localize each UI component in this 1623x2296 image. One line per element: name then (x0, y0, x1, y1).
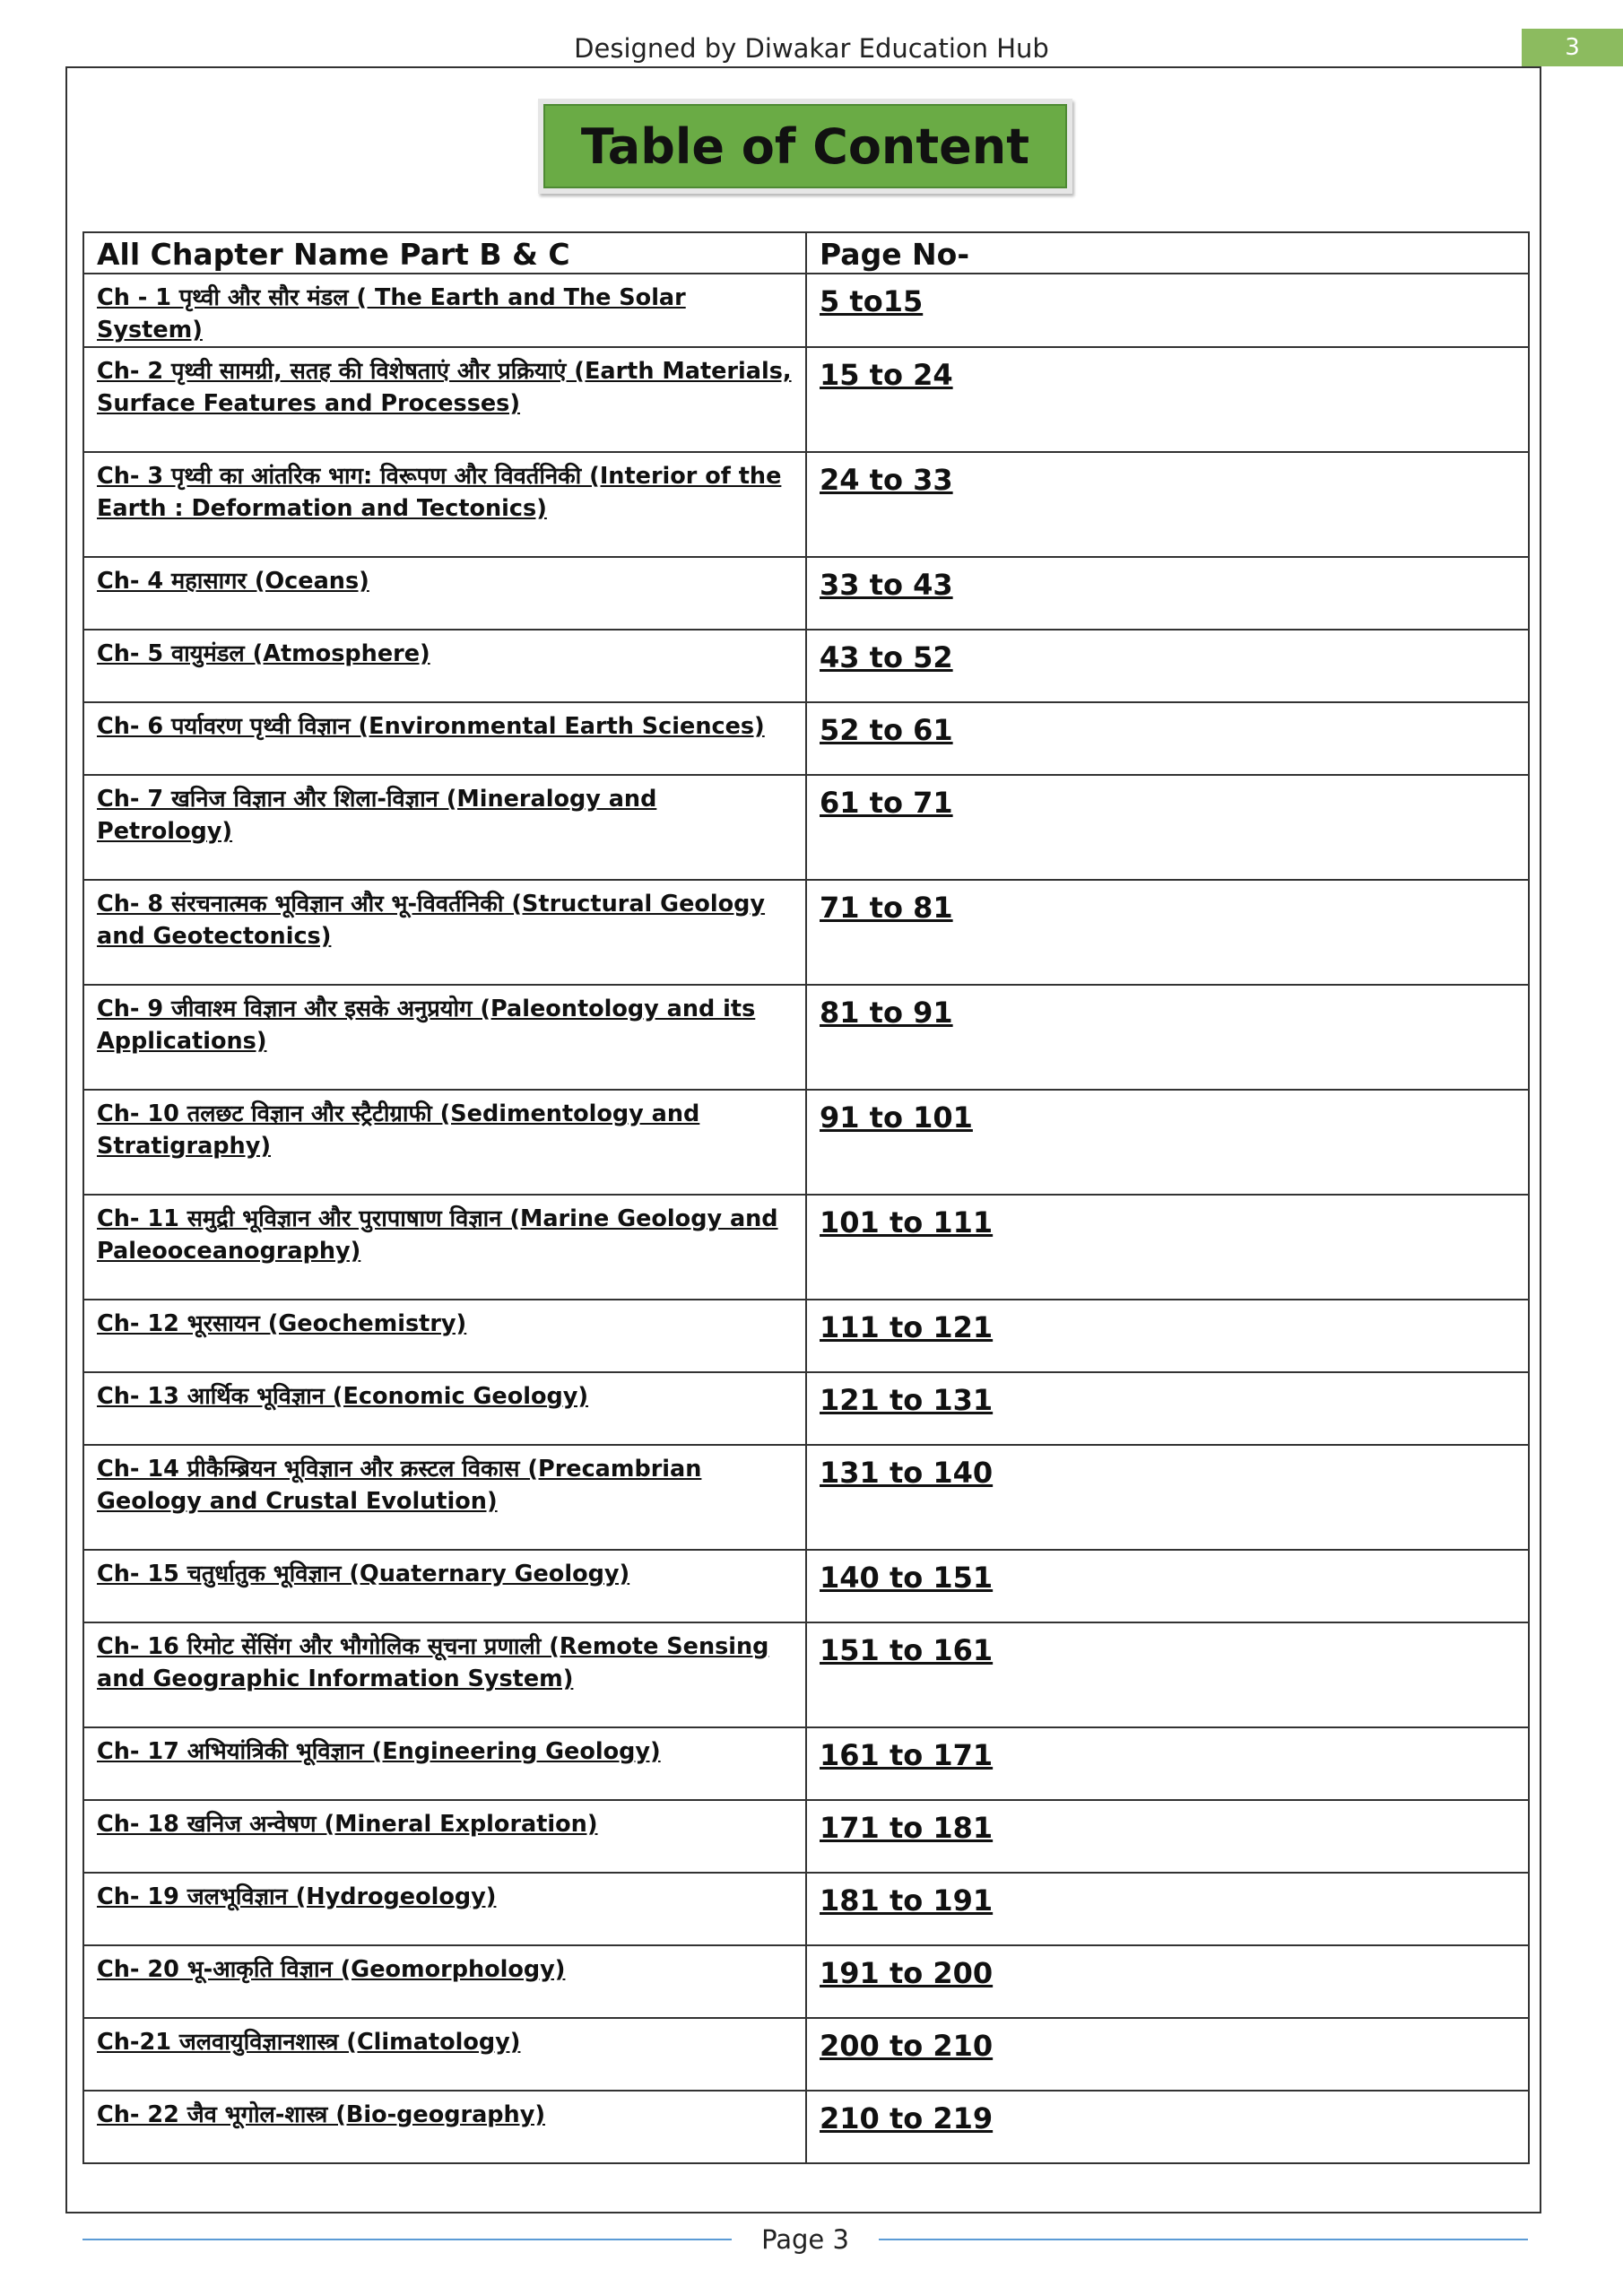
chapter-link[interactable]: Ch - 1 पृथ्वी और सौर मंडल ( The Earth and The Solar System) (83, 274, 806, 347)
footer-divider-right (879, 2239, 1528, 2240)
chapter-link[interactable]: Ch- 9 जीवाश्म विज्ञान और इसके अनुप्रयोग (Paleontology and its Applications) (83, 985, 806, 1090)
table-row (83, 1873, 1529, 1945)
table-row (83, 1300, 1529, 1372)
table-row (83, 2091, 1529, 2163)
table-row (83, 452, 1529, 557)
chapter-link[interactable]: Ch- 3 पृथ्वी का आंतरिक भाग: विरूपण और विवर्तनिकी (Interior of the Earth : Deformation and Tectonics) (83, 452, 806, 557)
chapter-link[interactable]: Ch- 14 प्रीकैम्ब्रियन भूविज्ञान और क्रस्टल विकास (Precambrian Geology and Crustal Evolution) (83, 1445, 806, 1550)
chapter-link[interactable]: Ch- 7 खनिज विज्ञान और शिला-विज्ञान (Mineralogy and Petrology) (83, 775, 806, 880)
table-row (83, 274, 1529, 347)
page-range-link[interactable]: 61 to 71 (806, 775, 1529, 880)
chapter-link[interactable]: Ch- 11 समुद्री भूविज्ञान और पुरापाषाण विज्ञान (Marine Geology and Paleooceanography) (83, 1195, 806, 1300)
page-range-link[interactable]: 24 to 33 (806, 452, 1529, 557)
chapter-link[interactable]: Ch- 20 भू-आकृति विज्ञान (Geomorphology) (83, 1945, 806, 2018)
chapter-link[interactable]: Ch- 6 पर्यावरण पृथ्वी विज्ञान (Environmental Earth Sciences) (83, 702, 806, 775)
chapter-link[interactable]: Ch- 2 पृथ्वी सामग्री, सतह की विशेषताएं और प्रक्रियाएं (Earth Materials, Surface Features and Processes) (83, 347, 806, 452)
table-row (83, 1195, 1529, 1300)
table-row (83, 1090, 1529, 1195)
page-range-link[interactable]: 121 to 131 (806, 1372, 1529, 1445)
table-row (83, 1727, 1529, 1800)
page-range-link[interactable]: 43 to 52 (806, 630, 1529, 702)
chapter-link[interactable]: Ch- 5 वायुमंडल (Atmosphere) (83, 630, 806, 702)
page-range-link[interactable]: 71 to 81 (806, 880, 1529, 985)
chapter-link[interactable]: Ch- 18 खनिज अन्वेषण (Mineral Exploration) (83, 1800, 806, 1873)
chapter-link[interactable]: Ch-21 जलवायुविज्ञानशास्त्र (Climatology) (83, 2018, 806, 2091)
table-row (83, 630, 1529, 702)
page-range-link[interactable]: 191 to 200 (806, 1945, 1529, 2018)
table-row (83, 775, 1529, 880)
table-row (83, 985, 1529, 1090)
chapter-link[interactable]: Ch- 19 जलभूविज्ञान (Hydrogeology) (83, 1873, 806, 1945)
page-number-badge: 3 (1522, 29, 1623, 66)
table-row (83, 880, 1529, 985)
table-row (83, 557, 1529, 630)
header-page-no: Page No- (806, 232, 1529, 274)
page-range-link[interactable]: 171 to 181 (806, 1800, 1529, 1873)
title-banner (538, 99, 1072, 194)
table-row (83, 1622, 1529, 1727)
page-title: Table of Content (543, 104, 1067, 188)
chapter-link[interactable]: Ch- 10 तलछट विज्ञान और स्ट्रैटीग्राफी (Sedimentology and Stratigraphy) (83, 1090, 806, 1195)
page-range-link[interactable]: 33 to 43 (806, 557, 1529, 630)
page-range-link[interactable]: 200 to 210 (806, 2018, 1529, 2091)
page-range-link[interactable]: 131 to 140 (806, 1445, 1529, 1550)
page-range-link[interactable]: 91 to 101 (806, 1090, 1529, 1195)
page-range-link[interactable]: 181 to 191 (806, 1873, 1529, 1945)
table-row (83, 702, 1529, 775)
chapter-link[interactable]: Ch- 4 महासागर (Oceans) (83, 557, 806, 630)
toc-table (82, 231, 1530, 2164)
page-range-link[interactable]: 81 to 91 (806, 985, 1529, 1090)
header-chapter-name: All Chapter Name Part B & C (83, 232, 806, 274)
chapter-link[interactable]: Ch- 17 अभियांत्रिकी भूविज्ञान (Engineering Geology) (83, 1727, 806, 1800)
chapter-link[interactable]: Ch- 12 भूरसायन (Geochemistry) (83, 1300, 806, 1372)
table-row (83, 1445, 1529, 1550)
page-range-link[interactable]: 151 to 161 (806, 1622, 1529, 1727)
chapter-link[interactable]: Ch- 8 संरचनात्मक भूविज्ञान और भू-विवर्तनिकी (Structural Geology and Geotectonics) (83, 880, 806, 985)
page-range-link[interactable]: 161 to 171 (806, 1727, 1529, 1800)
page-range-link[interactable]: 15 to 24 (806, 347, 1529, 452)
chapter-link[interactable]: Ch- 22 जैव भूगोल-शास्त्र (Bio-geography) (83, 2091, 806, 2163)
table-row (83, 1800, 1529, 1873)
table-header-row (83, 232, 1529, 274)
table-row (83, 2018, 1529, 2091)
footer-page-label: Page 3 (761, 2224, 849, 2255)
footer-divider-left (82, 2239, 732, 2240)
page-range-link[interactable]: 210 to 219 (806, 2091, 1529, 2163)
page-range-link[interactable]: 101 to 111 (806, 1195, 1529, 1300)
chapter-link[interactable]: Ch- 13 आर्थिक भूविज्ञान (Economic Geology) (83, 1372, 806, 1445)
page-header: Designed by Diwakar Education Hub (574, 33, 1049, 64)
page-range-link[interactable]: 111 to 121 (806, 1300, 1529, 1372)
page-range-link[interactable]: 140 to 151 (806, 1550, 1529, 1622)
page-range-link[interactable]: 52 to 61 (806, 702, 1529, 775)
chapter-link[interactable]: Ch- 16 रिमोट सेंसिंग और भौगोलिक सूचना प्रणाली (Remote Sensing and Geographic Information System) (83, 1622, 806, 1727)
table-row (83, 1372, 1529, 1445)
table-row (83, 347, 1529, 452)
chapter-link[interactable]: Ch- 15 चतुर्धातुक भूविज्ञान (Quaternary Geology) (83, 1550, 806, 1622)
page-range-link[interactable]: 5 to15 (806, 274, 1529, 347)
table-row (83, 1550, 1529, 1622)
table-row (83, 1945, 1529, 2018)
